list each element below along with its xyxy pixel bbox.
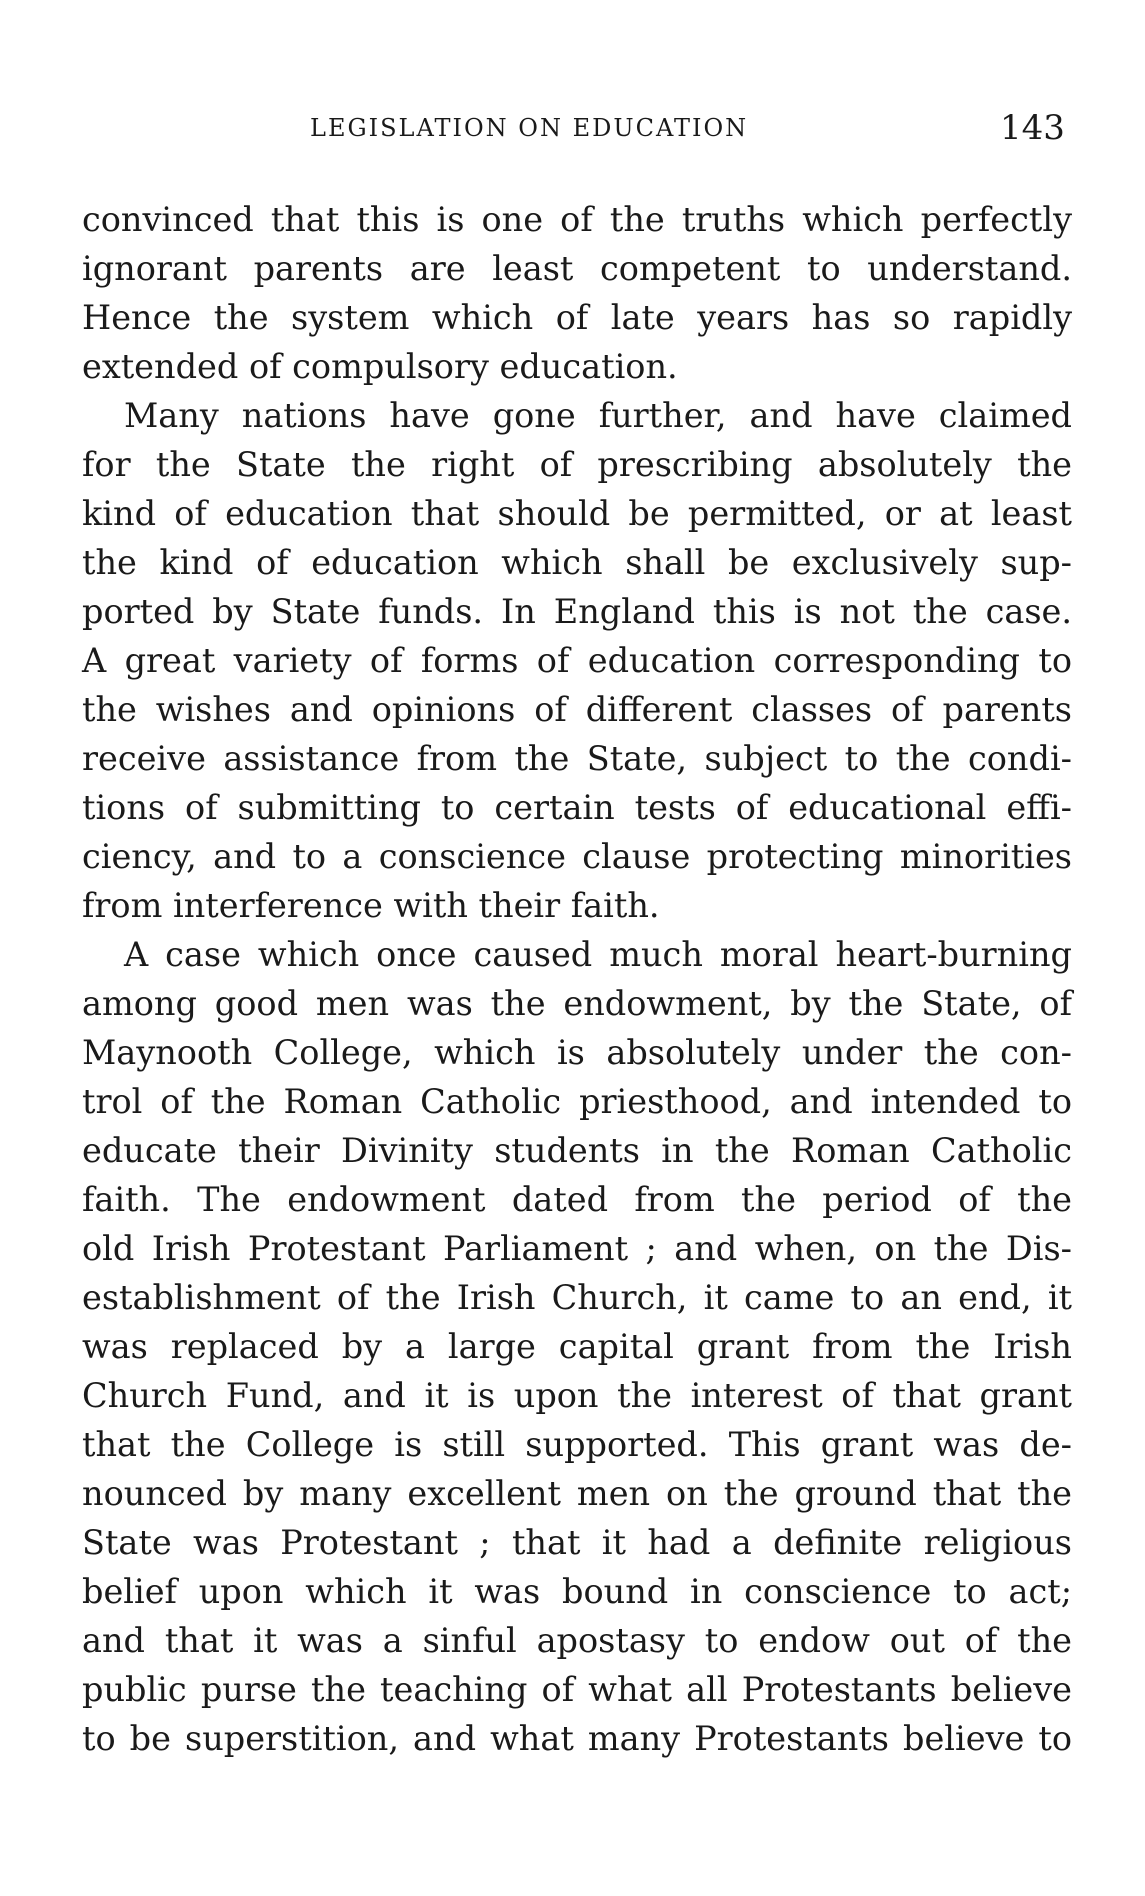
text-line: kind of education that should be permitted, or at least [82, 494, 1072, 533]
text-line: ported by State funds. In England this is not the case. [82, 592, 1072, 631]
text-line: was replaced by a large capital grant from the Irish [82, 1327, 1072, 1366]
text-line: educate their Divinity students in the Roman Catholic [82, 1131, 1072, 1170]
text-line: A great variety of forms of education corresponding to [82, 641, 1072, 680]
text-line: for the State the right of prescribing absolutely the [82, 445, 1072, 484]
page-header [0, 108, 1145, 156]
text-line: trol of the Roman Catholic priesthood, and intended to [82, 1082, 1072, 1121]
text-line: nounced by many excellent men on the ground that the [82, 1474, 1072, 1513]
text-line: Church Fund, and it is upon the interest of that grant [82, 1376, 1072, 1415]
text-line: the kind of education which shall be exclusively sup- [82, 543, 1072, 582]
text-line: Hence the system which of late years has so rapidly [82, 298, 1072, 337]
text-line: from interference with their faith. [82, 886, 660, 925]
text-line: and that it was a sinful apostasy to endow out of the [82, 1621, 1072, 1660]
text-line: Maynooth College, which is absolutely under the con- [82, 1033, 1072, 1072]
text-line: convinced that this is one of the truths which perfectly [82, 200, 1072, 239]
text-line: among good men was the endowment, by the State, of [82, 984, 1072, 1023]
text-line: State was Protestant ; that it had a definite religious [82, 1523, 1072, 1562]
text-line: ignorant parents are least competent to understand. [82, 249, 1072, 288]
text-line: A case which once caused much moral heart-burning [124, 935, 1072, 974]
paragraph-2 [82, 391, 1072, 930]
text-line: old Irish Protestant Parliament ; and when, on the Dis- [82, 1229, 1072, 1268]
text-line: public purse the teaching of what all Protestants believe [82, 1670, 1072, 1709]
text-line: belief upon which it was bound in conscience to act; [82, 1572, 1072, 1611]
text-line: that the College is still supported. This grant was de- [82, 1425, 1072, 1464]
text-line: faith. The endowment dated from the period of the [82, 1180, 1072, 1219]
running-title: LEGISLATION ON EDUCATION [310, 114, 749, 142]
paragraph-1 [82, 195, 1072, 391]
text-line: to be superstition, and what many Protestants believe to [82, 1719, 1072, 1758]
text-line: the wishes and opinions of different classes of parents [82, 690, 1072, 729]
text-line: establishment of the Irish Church, it came to an end, it [82, 1278, 1072, 1317]
text-line: extended of compulsory education. [82, 347, 678, 386]
paragraph-3 [82, 930, 1072, 1763]
text-line: ciency, and to a conscience clause protecting minorities [82, 837, 1072, 876]
body-text [82, 195, 1072, 1763]
text-line: Many nations have gone further, and have claimed [124, 396, 1072, 435]
page-number: 143 [1000, 108, 1065, 148]
text-line: tions of submitting to certain tests of educational effi- [82, 788, 1072, 827]
text-line: receive assistance from the State, subject to the condi- [82, 739, 1072, 778]
